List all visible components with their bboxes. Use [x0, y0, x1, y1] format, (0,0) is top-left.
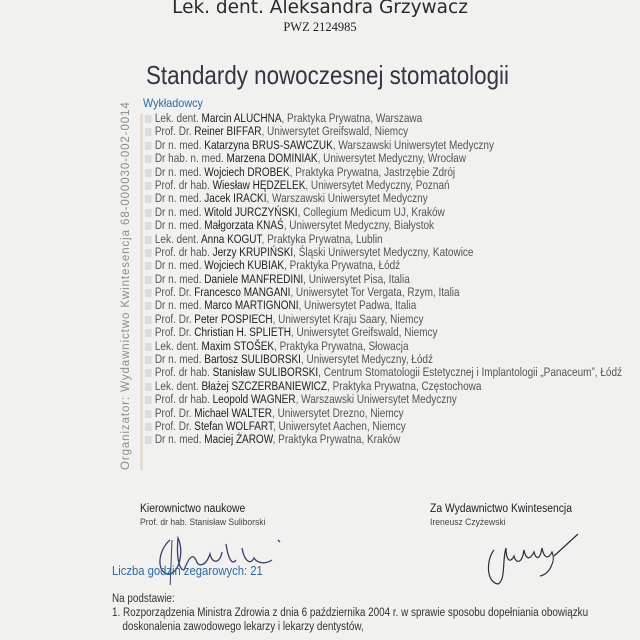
lecturer-title: Dr n. med. [154, 432, 202, 447]
lecturer-affiliation: , Warszawski Uniwersytet Medyczny [266, 191, 427, 205]
lecturer-affiliation: , Warszawski Uniwersytet Medyczny [333, 138, 494, 152]
lecturer-title: Dr n. med. [154, 258, 202, 273]
lecturer-name: Peter POSPIECH [194, 311, 273, 326]
square-bullet-icon [145, 209, 152, 217]
lecturer-row [145, 313, 622, 326]
lecturer-title: Prof. dr hab. [154, 392, 210, 407]
hours-count: Liczba godzin zegarowych: 21 [112, 564, 263, 578]
lecturer-name: Christian H. SPLIETH [194, 325, 291, 340]
lecturer-row [145, 273, 622, 286]
lecturer-name: Anna KOGUT [200, 231, 262, 246]
square-bullet-icon [145, 249, 152, 257]
lecturer-affiliation: , Uniwersytet Medyczny, Łódź [301, 352, 433, 366]
lecturer-row [145, 420, 622, 433]
lecturer-row [145, 112, 622, 125]
lecturer-affiliation: , Uniwersytet Medyczny, Białystok [284, 218, 434, 232]
lecturer-name: Małgorzata KNAŚ [204, 218, 284, 233]
lecturer-row [145, 246, 622, 259]
lecturer-title: Prof. Dr. [154, 124, 192, 139]
lecturer-row [145, 380, 622, 393]
lecturer-affiliation: , Praktyka Prywatna, Lublin [262, 232, 383, 246]
lecturer-title: Prof. Dr. [154, 325, 192, 340]
lecturer-title: Lek. dent. [154, 378, 199, 393]
lecturer-row [145, 407, 622, 420]
lecturer-title: Dr n. med. [154, 271, 202, 286]
lecturer-name: Maciej ŻAROW [204, 432, 273, 447]
lecturer-name: Stanisław SULIBORSKI [212, 365, 319, 380]
lecturer-affiliation: , Uniwersytet Medyczny, Poznań [305, 178, 449, 192]
lecturer-title: Prof. Dr. [154, 418, 192, 433]
lecturer-affiliation: , Praktyka Prywatna, Łódź [284, 258, 400, 272]
lecturer-name: Marzena DOMINIAK [226, 151, 318, 166]
lecturer-title: Prof. dr hab. [154, 365, 210, 380]
lecturer-affiliation: , Uniwersytet Pisa, Italia [303, 272, 410, 286]
basis-item-1-line-2: doskonalenia zawodowego lekarzy i lekarzy dentystów, [122, 621, 364, 633]
square-bullet-icon [145, 142, 152, 150]
lecturer-title: Prof. Dr. [154, 405, 192, 420]
square-bullet-icon [145, 169, 152, 177]
lecturer-affiliation: , Uniwersytet Medyczny, Wrocław [318, 151, 466, 165]
square-bullet-icon [145, 262, 152, 270]
lecturer-row [145, 233, 622, 246]
lecturer-title: Dr n. med. [154, 191, 202, 206]
square-bullet-icon [145, 222, 152, 230]
lecturer-affiliation: , Uniwersytet Padwa, Italia [298, 298, 416, 312]
square-bullet-icon [145, 128, 152, 136]
lecturer-affiliation: , Centrum Stomatologii Estetycznej i Implantologii „Panaceum”, Łódź [318, 365, 622, 379]
square-bullet-icon [145, 329, 152, 337]
square-bullet-icon [145, 182, 152, 190]
lecturer-row [145, 219, 622, 232]
lecturer-name: Błażej SZCZERBANIEWICZ [201, 378, 328, 393]
square-bullet-icon [145, 276, 152, 284]
square-bullet-icon [145, 356, 152, 364]
square-bullet-icon [145, 236, 152, 244]
lecturer-name: Francesco MANGANI [194, 285, 291, 300]
pwz-number: PWZ 2124985 [283, 20, 357, 34]
scientific-name: Prof. dr hab. Stanisław Suliborski [140, 517, 266, 528]
square-bullet-icon [145, 383, 152, 391]
lecturer-name: Bartosz SULIBORSKI [204, 352, 301, 367]
square-bullet-icon [145, 316, 152, 324]
lecturer-title: Dr n. med. [154, 218, 202, 233]
basis-heading: Na podstawie: [112, 593, 175, 605]
lecturer-affiliation: , Praktyka Prywatna, Słowacja [274, 339, 408, 353]
lecturer-affiliation: , Uniwersytet Drezno, Niemcy [272, 406, 404, 420]
lecturer-name: Michael WALTER [194, 405, 273, 420]
square-bullet-icon [145, 115, 152, 123]
lecturer-row [145, 366, 622, 379]
lecturer-affiliation: , Praktyka Prywatna, Jastrzębie Zdrój [290, 165, 456, 179]
publisher-signature-block [430, 503, 572, 528]
lecturer-row [145, 326, 622, 339]
lecturer-title: Lek. dent. [154, 111, 199, 125]
lecturer-title: Prof. Dr. [154, 311, 192, 326]
signature-czyzewski [480, 530, 590, 590]
lecturer-affiliation: , Uniwersytet Greifswald, Niemcy [261, 124, 408, 138]
lecturer-affiliation: , Uniwersytet Kraju Saary, Niemcy [273, 312, 424, 326]
lecturer-row [145, 179, 622, 192]
lecturer-affiliation: , Praktyka Prywatna, Warszawa [281, 111, 422, 125]
lecturer-name: Leopold WAGNER [212, 392, 296, 407]
lecturer-row [145, 152, 622, 165]
decorative-bar [140, 114, 143, 470]
lecturer-affiliation: , Praktyka Prywatna, Kraków [273, 432, 401, 446]
square-bullet-icon [145, 369, 152, 377]
square-bullet-icon [145, 396, 152, 404]
lecturer-row [145, 353, 622, 366]
lecturer-name: Wiesław HĘDZELEK [212, 177, 306, 192]
lecturer-title: Lek. dent. [154, 231, 199, 246]
lecturers-heading: Wykładowcy [143, 96, 203, 110]
square-bullet-icon [145, 155, 152, 163]
lecturer-title: Prof. dr hab. [154, 177, 210, 192]
lecturer-name: Marco MARTIGNONI [204, 298, 299, 313]
lecturer-affiliation: , Uniwersytet Tor Vergata, Rzym, Italia [290, 285, 459, 299]
lecturer-affiliation: , Uniwersytet Greifswald, Niemcy [291, 325, 438, 339]
lecturer-title: Dr n. med. [154, 137, 202, 152]
lecturer-row [145, 259, 622, 272]
lecturer-name: Jerzy KRUPIŃSKI [212, 244, 294, 259]
lecturer-affiliation: , Warszawski Uniwersytet Medyczny [296, 392, 457, 406]
lecturer-row [145, 139, 622, 152]
lecturer-title: Dr hab. n. med. [154, 151, 224, 166]
lecturer-title: Dr n. med. [154, 298, 202, 313]
lecturer-row [145, 340, 622, 353]
lecturer-affiliation: , Uniwersytet Aachen, Niemcy [273, 419, 406, 433]
lecturer-name: Reiner BIFFAR [194, 124, 262, 139]
lecturer-affiliation: , Collegium Medicum UJ, Kraków [298, 205, 445, 219]
square-bullet-icon [145, 436, 152, 444]
course-title: Standardy nowoczesnej stomatologii [146, 60, 509, 90]
square-bullet-icon [145, 423, 152, 431]
recipient-name: Lek. dent. Aleksandra Grzywacz [172, 0, 468, 18]
square-bullet-icon [145, 410, 152, 418]
square-bullet-icon [145, 289, 152, 297]
lecturer-name: Daniele MANFREDINI [204, 271, 304, 286]
lecturer-title: Lek. dent. [154, 338, 199, 353]
lecturer-name: Maxim STOŠEK [201, 338, 275, 353]
lecturer-title: Prof. Dr. [154, 285, 192, 300]
lecturer-name: Marcin ALUCHNA [201, 111, 282, 125]
lecturer-name: Stefan WOLFART [194, 418, 273, 433]
lecturer-list [145, 112, 622, 447]
lecturer-title: Dr n. med. [154, 352, 202, 367]
lecturer-row [145, 299, 622, 312]
organizer-vertical-text: Organizator: Wydawnictwo Kwintesencja 68-000030-002-0014 [120, 101, 132, 470]
square-bullet-icon [145, 195, 152, 203]
lecturer-name: Katarzyna BRUS-SAWCZUK [204, 137, 333, 152]
publisher-heading: Za Wydawnictwo Kwintesencja [430, 503, 572, 515]
square-bullet-icon [145, 343, 152, 351]
scientific-heading: Kierownictwo naukowe [140, 503, 246, 515]
lecturer-row [145, 192, 622, 205]
square-bullet-icon [145, 302, 152, 310]
lecturer-title: Dr n. med. [154, 164, 202, 179]
lecturer-title: Dr n. med. [154, 204, 202, 219]
lecturer-row [145, 166, 622, 179]
scientific-signature-block [140, 503, 265, 528]
lecturer-name: Jacek IRACKI [204, 191, 267, 206]
lecturer-name: Wojciech DROBEK [204, 164, 290, 179]
lecturer-affiliation: , Praktyka Prywatna, Częstochowa [327, 379, 481, 393]
lecturer-title: Prof. dr hab. [154, 244, 210, 259]
lecturer-row [145, 125, 622, 138]
lecturer-name: Wojciech KUBIAK [204, 258, 285, 273]
publisher-name: Ireneusz Czyżewski [430, 517, 506, 528]
lecturer-name: Witold JURCZYŃSKI [204, 204, 298, 219]
basis-item-1-line-1: 1. Rozporządzenia Ministra Zdrowia z dnia 6 października 2004 r. w sprawie sposobu dopełniania obowiązku [112, 607, 589, 619]
legal-basis [112, 592, 588, 634]
lecturer-row [145, 433, 622, 446]
lecturer-row [145, 393, 622, 406]
lecturer-row [145, 286, 622, 299]
lecturer-affiliation: , Śląski Uniwersytet Medyczny, Katowice [293, 245, 473, 259]
